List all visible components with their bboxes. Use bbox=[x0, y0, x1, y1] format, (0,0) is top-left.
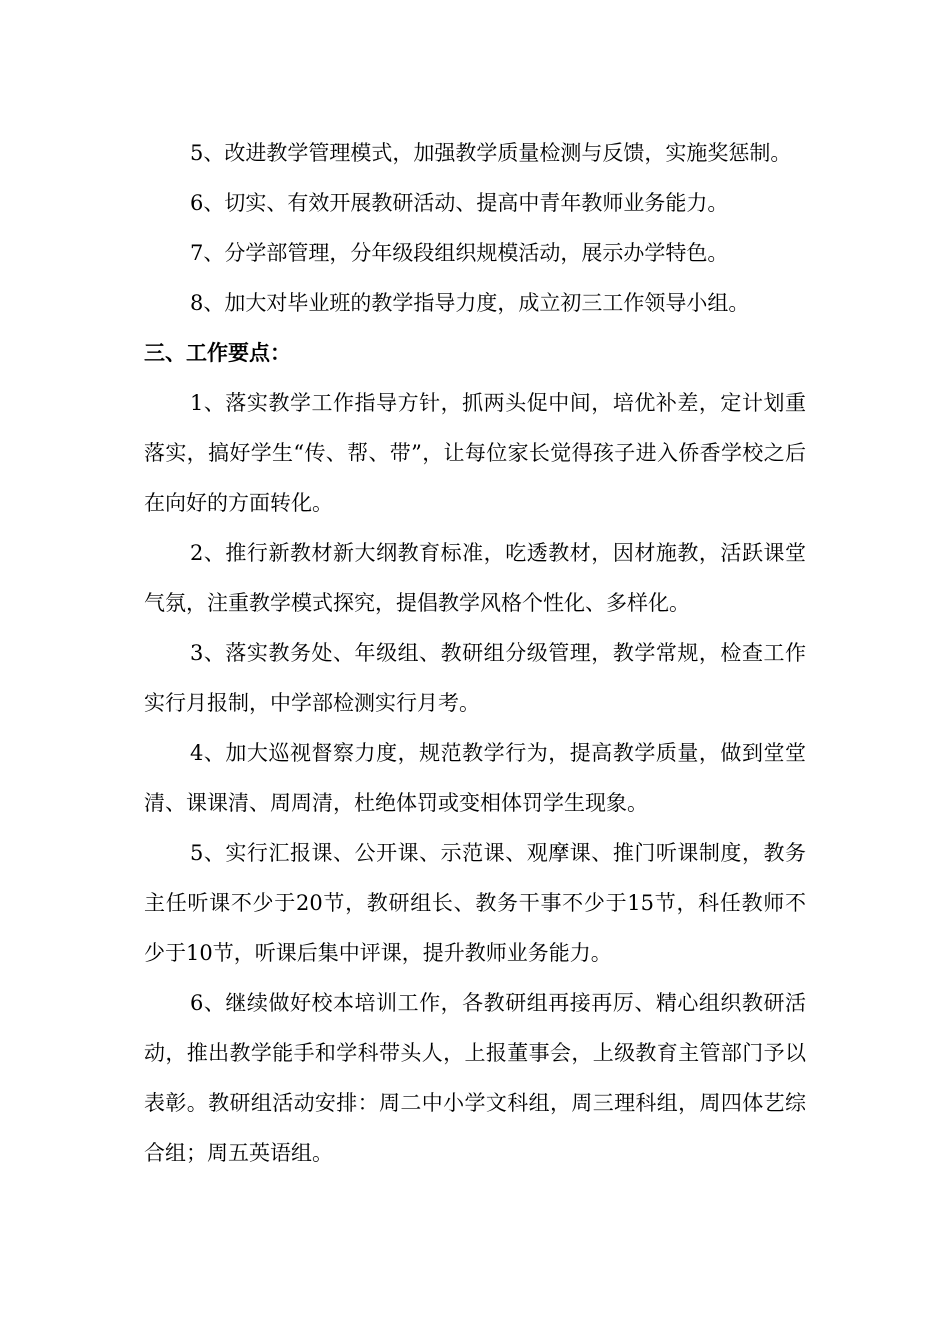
work-point-1: 1、落实教学工作指导方针，抓两头促中间，培优补差，定计划重落实，搞好学生“传、帮、带”，让每位家长觉得孩子进入侨香学校之后在向好的方面转化。 bbox=[144, 391, 806, 515]
paragraph-item-5: 5、改进教学管理模式，加强教学质量检测与反馈，实施奖惩制。 bbox=[190, 141, 792, 165]
paragraph-item-7: 7、分学部管理，分年级段组织规模活动，展示办学特色。 bbox=[190, 241, 729, 265]
section-heading: 三、工作要点： bbox=[144, 341, 291, 365]
work-point-5: 5、实行汇报课、公开课、示范课、观摩课、推门听课制度，教务主任听课不少于20节，教研组长、教务干事不少于15节，科任教师不少于10节，听课后集中评课，提升教师业务能力。 bbox=[144, 841, 806, 965]
work-point-6: 6、继续做好校本培训工作，各教研组再接再厉、精心组织教研活动，推出教学能手和学科带头人，上报董事会，上级教育主管部门予以表彰。教研组活动安排：周二中小学文科组，周三理科组，周四体艺综合组；周五英语组。 bbox=[144, 991, 806, 1165]
paragraph-item-8: 8、加大对毕业班的教学指导力度，成立初三工作领导小组。 bbox=[190, 291, 750, 315]
work-point-4: 4、加大巡视督察力度，规范教学行为，提高教学质量，做到堂堂清、课课清、周周清，杜绝体罚或变相体罚学生现象。 bbox=[144, 741, 806, 815]
paragraph-item-6: 6、切实、有效开展教研活动、提高中青年教师业务能力。 bbox=[190, 191, 729, 215]
work-point-3: 3、落实教务处、年级组、教研组分级管理，教学常规，检查工作实行月报制，中学部检测实行月考。 bbox=[144, 641, 806, 715]
document-body bbox=[144, 128, 806, 1178]
work-point-2: 2、推行新教材新大纲教育标准，吃透教材，因材施教，活跃课堂气氛，注重教学模式探究，提倡教学风格个性化、多样化。 bbox=[144, 541, 806, 615]
